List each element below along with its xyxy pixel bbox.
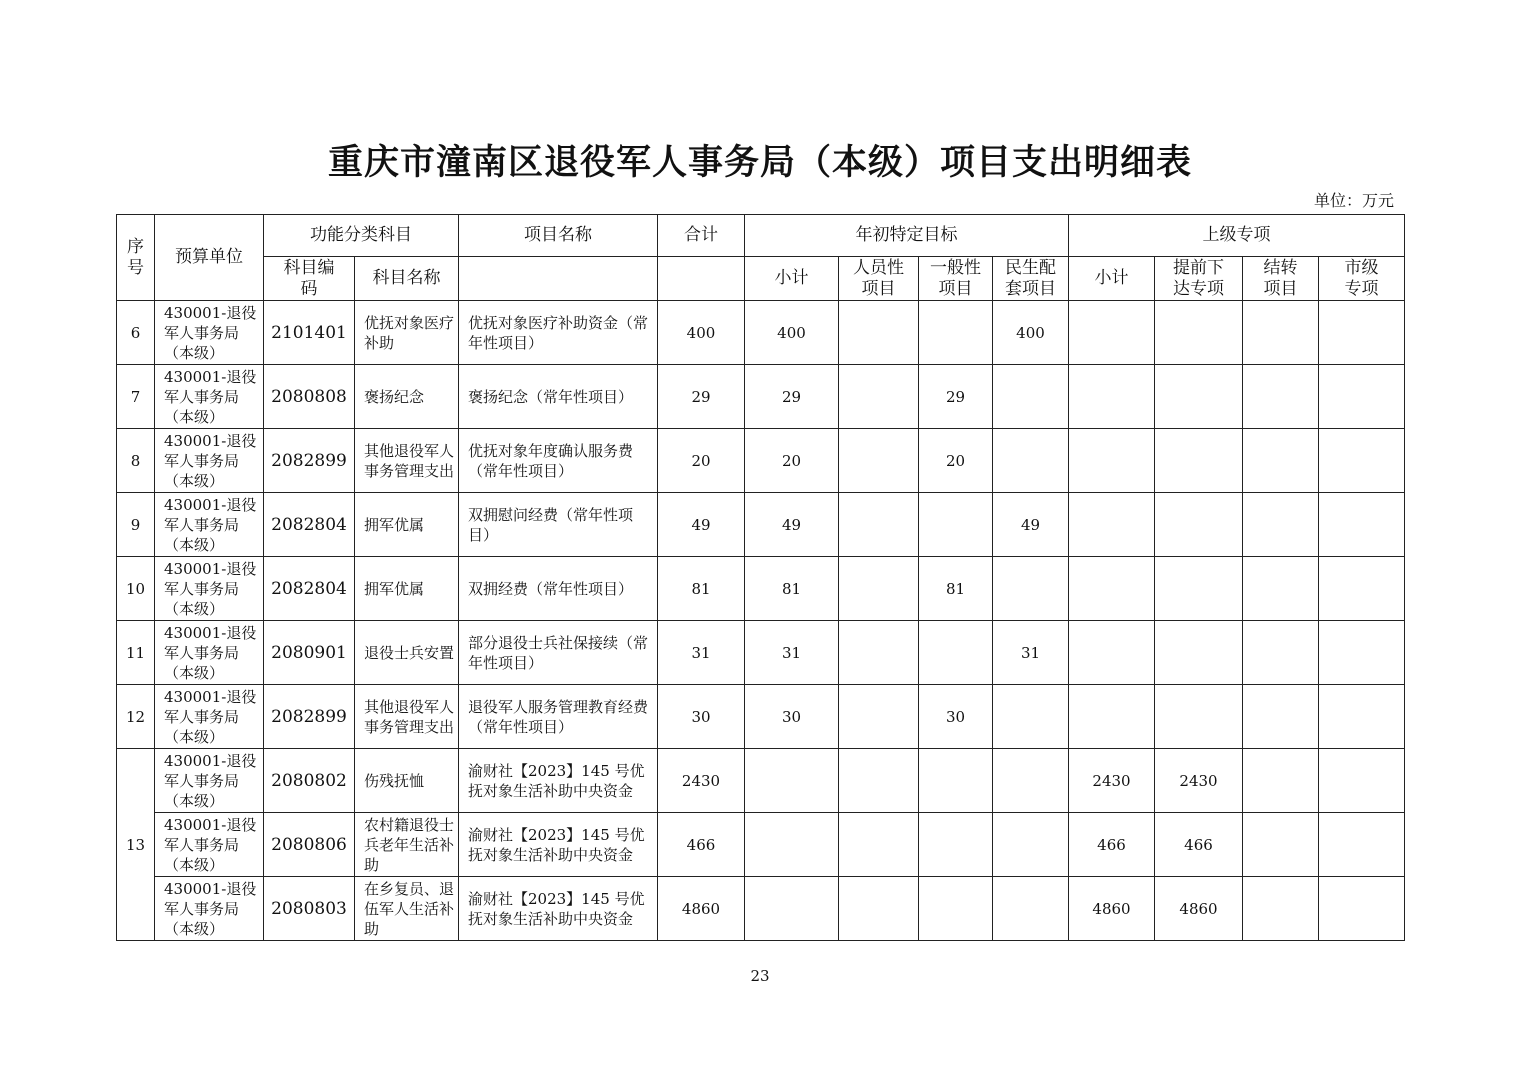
cell-seq: 8 bbox=[117, 429, 155, 493]
cell-advance bbox=[1155, 365, 1243, 429]
cell-subject-code: 2080803 bbox=[264, 877, 355, 941]
cell-personnel bbox=[839, 301, 919, 365]
cell-seq: 13 bbox=[117, 749, 155, 941]
cell-livelihood bbox=[993, 365, 1069, 429]
cell-livelihood: 49 bbox=[993, 493, 1069, 557]
cell-initial-subtotal: 20 bbox=[745, 429, 839, 493]
table-row bbox=[117, 365, 1405, 429]
cell-total: 81 bbox=[658, 557, 745, 621]
cell-total: 30 bbox=[658, 685, 745, 749]
cell-seq: 12 bbox=[117, 685, 155, 749]
cell-initial-subtotal: 49 bbox=[745, 493, 839, 557]
cell-general bbox=[919, 621, 993, 685]
cell-budget-unit: 430001-退役军人事务局（本级） bbox=[155, 749, 264, 813]
cell-city bbox=[1319, 493, 1405, 557]
cell-advance bbox=[1155, 301, 1243, 365]
cell-advance bbox=[1155, 685, 1243, 749]
cell-subject-code: 2080802 bbox=[264, 749, 355, 813]
header-row-2 bbox=[117, 257, 1405, 301]
header-livelihood: 民生配套项目 bbox=[993, 257, 1069, 301]
cell-budget-unit: 430001-退役军人事务局（本级） bbox=[155, 685, 264, 749]
cell-project-name: 渝财社【2023】145 号优抚对象生活补助中央资金 bbox=[459, 877, 658, 941]
cell-personnel bbox=[839, 621, 919, 685]
cell-general bbox=[919, 813, 993, 877]
cell-livelihood: 400 bbox=[993, 301, 1069, 365]
cell-personnel bbox=[839, 749, 919, 813]
cell-project-name: 褒扬纪念（常年性项目） bbox=[459, 365, 658, 429]
cell-carryover bbox=[1243, 749, 1319, 813]
cell-higher-subtotal: 4860 bbox=[1069, 877, 1155, 941]
cell-personnel bbox=[839, 813, 919, 877]
page-title: 重庆市潼南区退役军人事务局（本级）项目支出明细表 bbox=[327, 142, 1192, 183]
header-total: 合计 bbox=[658, 215, 745, 257]
cell-city bbox=[1319, 685, 1405, 749]
cell-subject-code: 2082804 bbox=[264, 557, 355, 621]
cell-city bbox=[1319, 429, 1405, 493]
cell-subject-code: 2080808 bbox=[264, 365, 355, 429]
cell-subject-code: 2082899 bbox=[264, 685, 355, 749]
cell-project-name: 渝财社【2023】145 号优抚对象生活补助中央资金 bbox=[459, 813, 658, 877]
cell-general bbox=[919, 301, 993, 365]
cell-higher-subtotal bbox=[1069, 493, 1155, 557]
header-project-name-blank bbox=[459, 257, 658, 301]
header-func-class: 功能分类科目 bbox=[264, 215, 459, 257]
cell-carryover bbox=[1243, 301, 1319, 365]
cell-project-name: 优抚对象医疗补助资金（常年性项目） bbox=[459, 301, 658, 365]
cell-subject-name: 其他退役军人事务管理支出 bbox=[355, 685, 459, 749]
cell-project-name: 双拥慰问经费（常年性项目） bbox=[459, 493, 658, 557]
header-initial-subtotal: 小计 bbox=[745, 257, 839, 301]
cell-budget-unit: 430001-退役军人事务局（本级） bbox=[155, 365, 264, 429]
cell-budget-unit: 430001-退役军人事务局（本级） bbox=[155, 557, 264, 621]
cell-initial-subtotal bbox=[745, 813, 839, 877]
header-seq: 序号 bbox=[117, 215, 155, 301]
cell-general: 30 bbox=[919, 685, 993, 749]
cell-general bbox=[919, 749, 993, 813]
cell-carryover bbox=[1243, 429, 1319, 493]
cell-higher-subtotal: 466 bbox=[1069, 813, 1155, 877]
cell-subject-name: 退役士兵安置 bbox=[355, 621, 459, 685]
cell-total: 29 bbox=[658, 365, 745, 429]
header-initial-target: 年初特定目标 bbox=[745, 215, 1069, 257]
cell-initial-subtotal: 81 bbox=[745, 557, 839, 621]
cell-personnel bbox=[839, 685, 919, 749]
unit-label: 单位：万元 bbox=[1313, 191, 1394, 210]
table-row bbox=[117, 621, 1405, 685]
cell-subject-name: 农村籍退役士兵老年生活补助 bbox=[355, 813, 459, 877]
cell-total: 49 bbox=[658, 493, 745, 557]
cell-project-name: 双拥经费（常年性项目） bbox=[459, 557, 658, 621]
cell-total: 31 bbox=[658, 621, 745, 685]
cell-subject-code: 2080806 bbox=[264, 813, 355, 877]
cell-initial-subtotal bbox=[745, 877, 839, 941]
table-row bbox=[117, 685, 1405, 749]
cell-initial-subtotal: 29 bbox=[745, 365, 839, 429]
cell-city bbox=[1319, 557, 1405, 621]
cell-livelihood bbox=[993, 557, 1069, 621]
cell-general: 20 bbox=[919, 429, 993, 493]
cell-personnel bbox=[839, 493, 919, 557]
cell-personnel bbox=[839, 557, 919, 621]
table-row bbox=[117, 301, 1405, 365]
header-row-1 bbox=[117, 215, 1405, 257]
cell-carryover bbox=[1243, 877, 1319, 941]
cell-carryover bbox=[1243, 493, 1319, 557]
cell-city bbox=[1319, 365, 1405, 429]
cell-city bbox=[1319, 301, 1405, 365]
cell-total: 400 bbox=[658, 301, 745, 365]
cell-budget-unit: 430001-退役军人事务局（本级） bbox=[155, 429, 264, 493]
header-budget-unit: 预算单位 bbox=[155, 215, 264, 301]
header-project-name: 项目名称 bbox=[459, 215, 658, 257]
cell-advance bbox=[1155, 429, 1243, 493]
cell-budget-unit: 430001-退役军人事务局（本级） bbox=[155, 301, 264, 365]
cell-higher-subtotal bbox=[1069, 365, 1155, 429]
cell-subject-name: 拥军优属 bbox=[355, 557, 459, 621]
cell-subject-name: 其他退役军人事务管理支出 bbox=[355, 429, 459, 493]
cell-carryover bbox=[1243, 365, 1319, 429]
cell-subject-code: 2080901 bbox=[264, 621, 355, 685]
cell-initial-subtotal bbox=[745, 749, 839, 813]
cell-budget-unit: 430001-退役军人事务局（本级） bbox=[155, 621, 264, 685]
cell-advance bbox=[1155, 493, 1243, 557]
cell-carryover bbox=[1243, 685, 1319, 749]
cell-advance: 466 bbox=[1155, 813, 1243, 877]
cell-city bbox=[1319, 621, 1405, 685]
header-subject-code: 科目编码 bbox=[264, 257, 355, 301]
cell-carryover bbox=[1243, 557, 1319, 621]
cell-higher-subtotal bbox=[1069, 557, 1155, 621]
cell-subject-code: 2082899 bbox=[264, 429, 355, 493]
cell-initial-subtotal: 30 bbox=[745, 685, 839, 749]
cell-budget-unit: 430001-退役军人事务局（本级） bbox=[155, 813, 264, 877]
cell-initial-subtotal: 400 bbox=[745, 301, 839, 365]
cell-general: 29 bbox=[919, 365, 993, 429]
cell-project-name: 退役军人服务管理教育经费（常年性项目） bbox=[459, 685, 658, 749]
cell-personnel bbox=[839, 877, 919, 941]
cell-city bbox=[1319, 877, 1405, 941]
header-higher-special: 上级专项 bbox=[1069, 215, 1405, 257]
header-carryover: 结转项目 bbox=[1243, 257, 1319, 301]
cell-personnel bbox=[839, 365, 919, 429]
cell-advance: 4860 bbox=[1155, 877, 1243, 941]
cell-advance bbox=[1155, 621, 1243, 685]
cell-seq: 9 bbox=[117, 493, 155, 557]
cell-higher-subtotal bbox=[1069, 429, 1155, 493]
cell-city bbox=[1319, 813, 1405, 877]
cell-project-name: 优抚对象年度确认服务费（常年性项目） bbox=[459, 429, 658, 493]
cell-project-name: 部分退役士兵社保接续（常年性项目） bbox=[459, 621, 658, 685]
cell-carryover bbox=[1243, 621, 1319, 685]
cell-advance: 2430 bbox=[1155, 749, 1243, 813]
cell-total: 2430 bbox=[658, 749, 745, 813]
header-advance: 提前下达专项 bbox=[1155, 257, 1243, 301]
cell-general bbox=[919, 877, 993, 941]
cell-seq: 10 bbox=[117, 557, 155, 621]
cell-subject-name: 优抚对象医疗补助 bbox=[355, 301, 459, 365]
table-row bbox=[117, 877, 1405, 941]
cell-general bbox=[919, 493, 993, 557]
table-row bbox=[117, 429, 1405, 493]
cell-advance bbox=[1155, 557, 1243, 621]
cell-livelihood bbox=[993, 813, 1069, 877]
cell-higher-subtotal bbox=[1069, 301, 1155, 365]
cell-livelihood bbox=[993, 749, 1069, 813]
table-row bbox=[117, 493, 1405, 557]
header-total-blank bbox=[658, 257, 745, 301]
cell-higher-subtotal bbox=[1069, 685, 1155, 749]
cell-general: 81 bbox=[919, 557, 993, 621]
cell-seq: 6 bbox=[117, 301, 155, 365]
header-city: 市级专项 bbox=[1319, 257, 1405, 301]
page-number: 23 bbox=[750, 967, 770, 985]
cell-subject-name: 拥军优属 bbox=[355, 493, 459, 557]
cell-seq: 7 bbox=[117, 365, 155, 429]
cell-total: 466 bbox=[658, 813, 745, 877]
cell-personnel bbox=[839, 429, 919, 493]
cell-carryover bbox=[1243, 813, 1319, 877]
table-row bbox=[117, 557, 1405, 621]
project-expenditure-table bbox=[116, 214, 1405, 941]
table-row bbox=[117, 749, 1405, 813]
cell-livelihood bbox=[993, 429, 1069, 493]
cell-project-name: 渝财社【2023】145 号优抚对象生活补助中央资金 bbox=[459, 749, 658, 813]
table-row bbox=[117, 813, 1405, 877]
cell-seq: 11 bbox=[117, 621, 155, 685]
cell-higher-subtotal: 2430 bbox=[1069, 749, 1155, 813]
cell-subject-code: 2082804 bbox=[264, 493, 355, 557]
cell-subject-name: 在乡复员、退伍军人生活补助 bbox=[355, 877, 459, 941]
cell-subject-name: 褒扬纪念 bbox=[355, 365, 459, 429]
cell-total: 4860 bbox=[658, 877, 745, 941]
header-subject-name: 科目名称 bbox=[355, 257, 459, 301]
cell-livelihood bbox=[993, 877, 1069, 941]
cell-higher-subtotal bbox=[1069, 621, 1155, 685]
cell-initial-subtotal: 31 bbox=[745, 621, 839, 685]
cell-subject-code: 2101401 bbox=[264, 301, 355, 365]
cell-total: 20 bbox=[658, 429, 745, 493]
cell-livelihood: 31 bbox=[993, 621, 1069, 685]
cell-city bbox=[1319, 749, 1405, 813]
cell-livelihood bbox=[993, 685, 1069, 749]
header-higher-subtotal: 小计 bbox=[1069, 257, 1155, 301]
cell-budget-unit: 430001-退役军人事务局（本级） bbox=[155, 493, 264, 557]
header-general: 一般性项目 bbox=[919, 257, 993, 301]
header-personnel: 人员性项目 bbox=[839, 257, 919, 301]
cell-subject-name: 伤残抚恤 bbox=[355, 749, 459, 813]
cell-budget-unit: 430001-退役军人事务局（本级） bbox=[155, 877, 264, 941]
